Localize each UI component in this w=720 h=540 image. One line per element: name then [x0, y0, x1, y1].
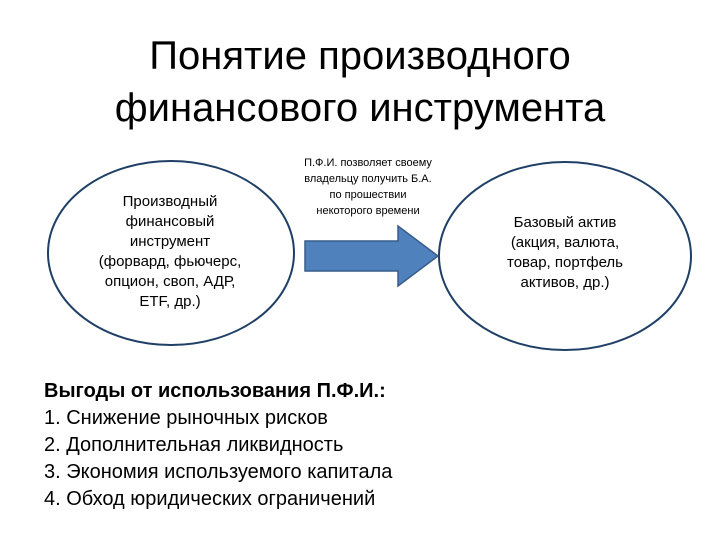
slide-title: Понятие производного финансового инструмента [114, 34, 606, 130]
benefit-item: 1. Снижение рыночных рисков [44, 407, 328, 429]
benefit-item: 2. Дополнительная ликвидность [44, 434, 344, 456]
benefit-item: 4. Обход юридических ограничений [44, 488, 376, 510]
benefit-item: 3. Экономия используемого капитала [44, 461, 393, 483]
derivative-instrument-label: Производный финансовый инструмент (форвард, фьючерс, опцион, своп, АДР, ETF, др.) [98, 193, 242, 310]
benefits-list [44, 405, 684, 513]
benefits-block [44, 378, 684, 513]
arrow-caption: П.Ф.И. позволяет своему владельцу получить Б.А. по прошествии некоторого времени [304, 157, 432, 217]
right-arrow-icon [305, 226, 438, 286]
benefits-title: Выгоды от использования П.Ф.И.: [44, 380, 386, 402]
underlying-asset-label: Базовый актив (акция, валюта, товар, портфель активов, др.) [507, 214, 623, 291]
